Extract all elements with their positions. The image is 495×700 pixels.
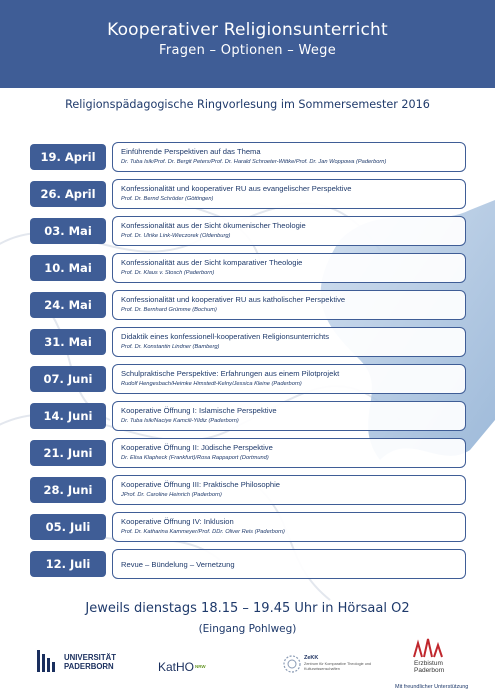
session-speakers: Prof. Dr. Bernhard Grümme (Bochum) [121, 307, 217, 313]
session-row [30, 438, 466, 468]
session-topic [112, 216, 466, 246]
zekk-logo [282, 652, 372, 678]
session-speakers: Prof. Dr. Katharina Kammeyer/Prof. DDr. Oliver Reis (Paderborn) [121, 529, 285, 535]
universitaet-paderborn-logo [36, 648, 136, 678]
upb-emblem-icon [36, 648, 60, 674]
session-speakers: Dr. Elisa Klapheck (Frankfurt)/Rosa Rappaport (Dortmund) [121, 455, 269, 461]
session-topic [112, 364, 466, 394]
session-topic [112, 327, 466, 357]
erzbistum-paderborn-logo [400, 637, 460, 679]
lecture-series-heading: Religionspädagogische Ringvorlesung im Sommersemester 2016 [65, 98, 430, 111]
schedule-time: Jeweils dienstags 18.15 – 19.45 Uhr in Hörsaal O2 [85, 601, 410, 616]
session-title: Konfessionalität aus der Sicht ökumenischer Theologie [121, 221, 306, 230]
session-row [30, 364, 466, 394]
session-topic [112, 142, 466, 172]
session-speakers: Prof. Dr. Klaus v. Stosch (Paderborn) [121, 270, 215, 276]
session-title: Kooperative Öffnung I: Islamische Perspektive [121, 406, 277, 415]
session-topic [112, 475, 466, 505]
session-speakers: Prof. Dr. Ulrike Link-Wieczorek (Oldenburg) [121, 233, 231, 239]
session-date: 19. April [30, 144, 106, 170]
erzbistum-emblem-icon [410, 637, 450, 659]
session-date: 05. Juli [30, 514, 106, 540]
session-date: 24. Mai [30, 292, 106, 318]
upb-name-line1: UNIVERSITÄT [64, 653, 116, 662]
session-speakers: JProf. Dr. Caroline Heinrich (Paderborn) [121, 492, 222, 498]
session-row [30, 253, 466, 283]
session-title: Revue – Bündelung – Vernetzung [121, 559, 235, 569]
zekk-fullname: Zentrum für Komparative Theologie und Kulturwissenschaften [304, 662, 372, 671]
session-topic [112, 549, 466, 579]
katho-name: KatHO [158, 660, 195, 674]
session-title: Schulpraktische Perspektive: Erfahrungen aus einem Pilotprojekt [121, 369, 340, 378]
session-topic [112, 290, 466, 320]
session-row [30, 327, 466, 357]
session-date: 21. Juni [30, 440, 106, 466]
session-topic [112, 512, 466, 542]
erzbistum-name-line2: Paderborn [414, 667, 445, 675]
session-topic [112, 401, 466, 431]
session-title: Einführende Perspektiven auf das Thema [121, 147, 261, 156]
session-topic [112, 253, 466, 283]
session-date: 28. Juni [30, 477, 106, 503]
page-title: Kooperativer Religionsunterricht [107, 20, 388, 40]
session-topic [112, 438, 466, 468]
session-title: Kooperative Öffnung IV: Inklusion [121, 517, 234, 526]
session-date: 12. Juli [30, 551, 106, 577]
session-row [30, 142, 466, 172]
session-date: 31. Mai [30, 329, 106, 355]
session-title: Konfessionalität und kooperativer RU aus evangelischer Perspektive [121, 184, 352, 193]
upb-name-line2: PADERBORN [64, 662, 114, 671]
session-title: Kooperative Öffnung III: Praktische Philosophie [121, 480, 281, 489]
session-row [30, 179, 466, 209]
erzbistum-name-line1: Erzbistum [414, 660, 443, 667]
session-row [30, 475, 466, 505]
session-speakers: Rudolf Hengesbach/Heimke Himstedt-Kelny/Jessica Kleine (Paderborn) [121, 381, 302, 387]
zekk-name: ZeKK [304, 655, 319, 661]
katho-nrw-logo [158, 656, 228, 676]
page-subtitle: Fragen – Optionen – Wege [158, 43, 337, 58]
session-speakers: Prof. Dr. Bernd Schröder (Göttingen) [121, 196, 214, 202]
session-date: 26. April [30, 181, 106, 207]
session-speakers: Dr. Tuba Isik/Prof. Dr. Bergit Peters/Prof. Dr. Harald Schroeter-Wittke/Prof. Dr. Jan Woppowa (Paderborn) [121, 159, 387, 165]
session-speakers: Prof. Dr. Konstantin Lindner (Bamberg) [121, 344, 220, 350]
session-title: Kooperative Öffnung II: Jüdische Perspektive [121, 443, 273, 452]
schedule-place: (Eingang Pohlweg) [198, 623, 297, 635]
session-title: Konfessionalität aus der Sicht komparativer Theologie [121, 258, 303, 267]
session-title: Didaktik eines konfessionell-kooperativen Religionsunterrichts [121, 332, 330, 341]
support-note: Mit freundlicher Unterstützung [395, 684, 469, 690]
zekk-emblem-icon [282, 654, 302, 674]
session-row [30, 512, 466, 542]
session-topic [112, 179, 466, 209]
session-row [30, 401, 466, 431]
session-date: 03. Mai [30, 218, 106, 244]
session-date: 10. Mai [30, 255, 106, 281]
session-row [30, 290, 466, 320]
session-speakers: Dr. Tuba Isik/Naciye Kamcili-Yildiz (Paderborn) [121, 418, 239, 424]
session-date: 07. Juni [30, 366, 106, 392]
katho-nrw-tag: NRW [195, 664, 206, 669]
session-title: Konfessionalität und kooperativer RU aus katholischer Perspektive [121, 295, 346, 304]
session-row [30, 216, 466, 246]
session-date: 14. Juni [30, 403, 106, 429]
session-row [30, 549, 466, 579]
